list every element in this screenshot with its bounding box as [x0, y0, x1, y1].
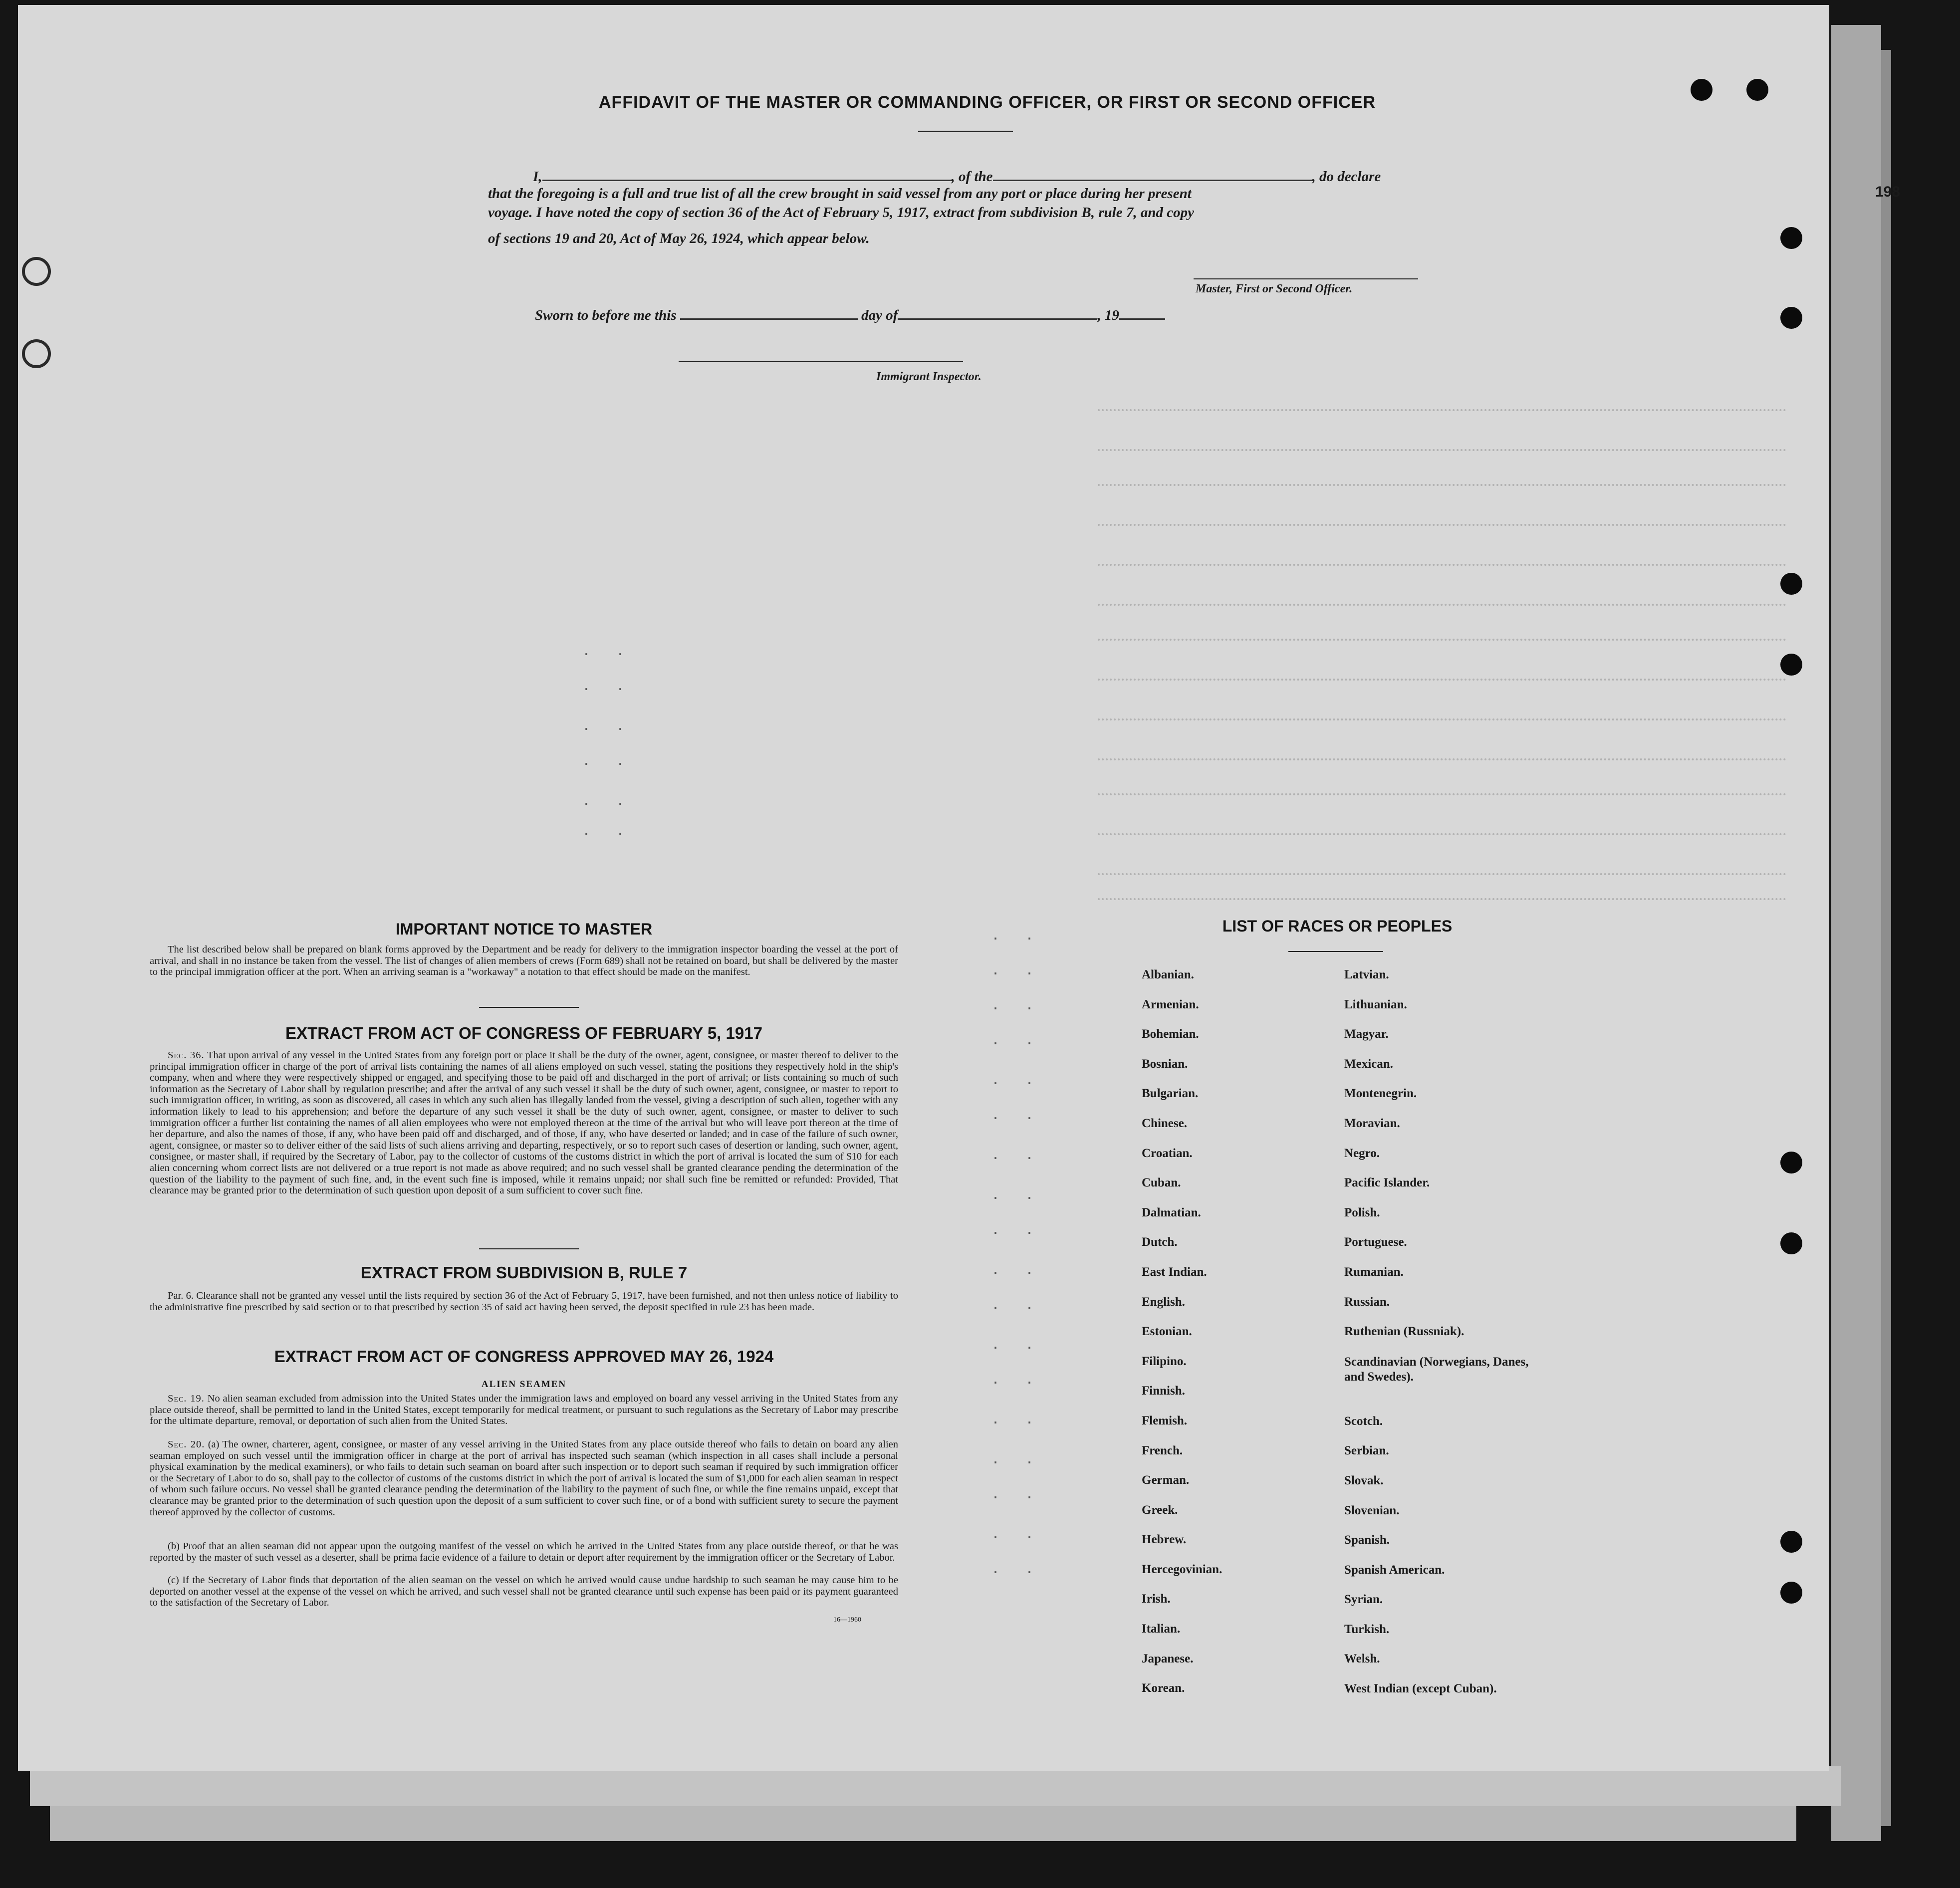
sec19-body — [150, 1393, 898, 1427]
race-item: German. — [1142, 1473, 1190, 1487]
race-item: Bulgarian. — [1142, 1087, 1199, 1101]
race-item: Pacific Islander. — [1344, 1176, 1430, 1190]
race-item: Lithuanian. — [1344, 997, 1407, 1011]
master-signature-label: Master, First or Second Officer. — [1196, 282, 1353, 295]
punch-hole — [1780, 1582, 1802, 1604]
punch-hole — [1780, 227, 1802, 249]
section-divider — [479, 1007, 579, 1008]
race-item: East Indian. — [1142, 1265, 1207, 1279]
race-item: Korean. — [1142, 1681, 1185, 1695]
declaration-line-2: that the foregoing is a full and true list of all the crew brought in said vessel from any port or place during her present — [488, 186, 1192, 202]
sworn-label: Sworn to before me this — [535, 307, 677, 323]
race-item: Bohemian. — [1142, 1027, 1199, 1041]
section-divider — [479, 1248, 579, 1249]
race-item: Japanese. — [1142, 1652, 1194, 1665]
notice-title: IMPORTANT NOTICE TO MASTER — [395, 920, 653, 938]
punch-hole — [1746, 79, 1768, 101]
race-item: Moravian. — [1344, 1116, 1400, 1130]
extract-1917-title: EXTRACT FROM ACT OF CONGRESS OF FEBRUARY 5, 1917 — [285, 1024, 762, 1042]
section-text: That upon arrival of any vessel in the United States from any foreign port or place it shall be the duty of the owner, agent, consignee, or master thereof to deliver to the principal immigration officer in charge of the port of arrival lists containing the names of all aliens employed on such vessel, stating the positions they respectively hold in the ship's company, when and where they were respectively shipped or engaged, and specifying those to be paid off and discharged in the port of arrival; or lists containing so much of such information as the Secretary of Labor shall by regulation prescribe; and after the arrival of any such vessel it shall be the duty of such owner, agent, consignee, or master to report to such immigration officer, in writing, as soon as discovered, all cases in which any such alien has illegally landed from the vessel, giving a description of such alien, together with any information likely to lead to his apprehension; and before the departure of any such vessel it shall be the duty of such owner, agent, consignee, or master to deliver to such immigration officer a further list containing the names of all alien employees who were not employed thereon at the time of the arrival but who will leave port thereon at the time of her departure, and also the names of those, if any, who have been paid off and discharged, and of those, if any, who have deserted or landed; and in case of the failure of such owner, agent, consignee, or master so to deliver either of the said lists of such aliens arriving and departing, respectively, or so to report such cases of desertion or landing, such owner, agent, consignee, or master shall, if required by the Secretary of Labor, pay to the collector of customs of the customs district in which the port of arrival is located the sum of $10 for each alien concerning whom correct lists are not delivered or a true report is not made as above required; and no such vessel shall be granted clearance pending the determination of the question of the liability to the payment of such fine, and, in the event such fine is imposed, while it remains unpaid; nor shall such fine be remitted or refunded: Provided, That clearance may be granted prior to the determination of such question upon deposit of a sum sufficient to cover such fine. — [150, 1050, 898, 1196]
declare-label: , do declare — [1312, 169, 1381, 185]
race-item: Turkish. — [1344, 1622, 1390, 1636]
notice-body: The list described below shall be prepared on blank forms approved by the Department and be ready for delivery to the immigration inspector boarding the vessel at the port of arrival, and shall in no instance be taken from the vessel. The list of changes of alien members of crews (Form 689) shall not be retained on board, but shall be delivered by the master to the principal immigration officer at the port. When an arriving seaman is a "workaway" a notation to that effect should be made on the manifest. — [150, 944, 898, 978]
race-item: Serbian. — [1344, 1444, 1389, 1458]
title-rule — [918, 131, 1013, 132]
race-item: Finnish. — [1142, 1384, 1185, 1398]
race-item: Ruthenian (Russniak). — [1344, 1325, 1465, 1339]
signature-line — [1194, 278, 1418, 279]
races-left-column — [1142, 968, 1222, 1711]
under-sheet — [30, 1766, 1841, 1806]
sec20a-body — [150, 1439, 898, 1518]
punch-hole — [1780, 307, 1802, 329]
race-item: Bosnian. — [1142, 1057, 1188, 1071]
punch-hole — [1691, 79, 1713, 101]
month-blank — [898, 306, 1097, 320]
punch-hole — [1780, 1152, 1802, 1174]
declaration-line-4: of sections 19 and 20, Act of May 26, 1924, which appear below. — [488, 231, 870, 246]
race-item: Negro. — [1344, 1146, 1380, 1160]
affidavit-title: AFFIDAVIT OF THE MASTER OR COMMANDING OFFICER, OR FIRST OR SECOND OFFICER — [599, 93, 1376, 112]
race-item: Estonian. — [1142, 1325, 1192, 1339]
race-item: Hercegovinian. — [1142, 1562, 1223, 1576]
day-blank — [680, 306, 858, 320]
section-label: Sec. 20. — [168, 1439, 205, 1450]
race-item: Syrian. — [1344, 1593, 1383, 1607]
race-item: West Indian (except Cuban). — [1344, 1682, 1497, 1696]
punch-hole — [1780, 1232, 1802, 1254]
race-item: Greek. — [1142, 1503, 1178, 1517]
race-item: Croatian. — [1142, 1146, 1193, 1160]
section-text: No alien seaman excluded from admission into the United States under the immigration laws and employed on board any vessel arriving in the United States from any place outside thereof, shall be permitted to land in the United States, except temporarily for medical treatment, or pursuant to such regulations as the Secretary of Labor may prescribe for the ultimate departure, removal, or deportation of such alien from the United States. — [150, 1393, 899, 1427]
race-item: Filipino. — [1142, 1354, 1187, 1368]
binder-ring — [22, 339, 51, 368]
races-title-rule — [1288, 951, 1383, 952]
race-item: Welsh. — [1344, 1652, 1380, 1666]
race-item: Russian. — [1344, 1295, 1390, 1309]
extract-1924-title: EXTRACT FROM ACT OF CONGRESS APPROVED MAY 26, 1924 — [274, 1347, 774, 1366]
race-item: Spanish. — [1344, 1533, 1390, 1547]
sec20c-body: (c) If the Secretary of Labor finds that deportation of the alien seaman on the vessel on which he arrived would cause undue hardship to such seaman he may cause him to be deported on another vessel at the expense of the vessel on which he arrived, and such vessel shall not be granted clearance until such expense has been paid or its payment guaranteed to the satisfaction of the Secretary of Labor. — [150, 1575, 898, 1609]
of-label: , of the — [951, 169, 993, 185]
race-item: Slovenian. — [1344, 1503, 1400, 1517]
inspector-signature-line — [679, 361, 963, 362]
race-item: Slovak. — [1344, 1473, 1384, 1487]
extract-1917-body — [150, 1050, 898, 1196]
year-label: , 19 — [1097, 307, 1119, 323]
section-label: Sec. 19. — [168, 1393, 205, 1404]
race-item: Cuban. — [1142, 1176, 1181, 1190]
race-item: Chinese. — [1142, 1116, 1187, 1130]
punch-hole — [1780, 573, 1802, 595]
race-item: Spanish American. — [1344, 1563, 1445, 1577]
race-item: Dutch. — [1142, 1235, 1178, 1249]
race-item: Rumanian. — [1344, 1265, 1404, 1279]
race-item: Italian. — [1142, 1622, 1181, 1636]
races-right-column — [1344, 968, 1534, 1712]
race-item: Scotch. — [1344, 1414, 1383, 1428]
alien-seamen-subtitle: ALIEN SEAMEN — [481, 1379, 567, 1390]
sworn-line — [535, 306, 1165, 324]
vessel-blank — [993, 168, 1312, 181]
i-label: I, — [533, 169, 542, 185]
declaration-line-1 — [533, 168, 1451, 185]
extract-rule7-body: Par. 6. Clearance shall not be granted any vessel until the lists required by section 36 of the Act of February 5, 1917, have been furnished, and not then unless notice of liability to the administrative fine prescribed by said section or to that prescribed by section 35 of said act having been served, the deposit specified in rule 23 has been made. — [150, 1290, 898, 1313]
race-item: English. — [1142, 1295, 1185, 1309]
race-item: Albanian. — [1142, 968, 1194, 981]
race-item: French. — [1142, 1443, 1183, 1457]
race-item: Dalmatian. — [1142, 1205, 1201, 1219]
section-label: Sec. 36. — [168, 1050, 205, 1061]
race-item: Montenegrin. — [1344, 1087, 1417, 1101]
binder-ring — [22, 257, 51, 286]
name-blank — [542, 168, 952, 181]
races-title: LIST OF RACES OR PEOPLES — [1222, 917, 1453, 935]
race-item: Latvian. — [1344, 968, 1389, 981]
page-number: 198 — [1875, 184, 1901, 200]
sec20b-body: (b) Proof that an alien seaman did not appear upon the outgoing manifest of the vessel on which he arrived in the United States from any place outside thereof, or that he was reported by the master of such vessel as a deserter, shall be prima facie evidence of a failure to detain or deport after requirement by the immigration officer or the Secretary of Labor. — [150, 1541, 898, 1563]
form-number: 16—1960 — [833, 1616, 861, 1624]
punch-hole — [1780, 654, 1802, 676]
section-text: (a) The owner, charterer, agent, consignee, or master of any vessel arriving in the United States from any place outside thereof who fails to detain on board any alien seaman employed on such vessel until the immigration officer in charge at the port of arrival has inspected such seaman (which inspection in all cases shall include a personal physical examination by the medical examiners), or who fails to detain such seaman on board after such inspection or to deport such seaman if required by such immigration officer or the Secretary of Labor to do so, shall pay to the collector of customs of the customs district in which the port of arrival is located the sum of $1,000 for each alien seaman in respect of whom such failure occurs. No vessel shall be granted clearance pending the determination of the liability to the payment of such fine, or while the fine remains unpaid, except that clearance may be granted prior to the determination of such question upon the deposit of a sum sufficient to cover such fine, or of a bond with sufficient surety to secure the payment thereof approved by the collector of customs. — [150, 1439, 899, 1518]
day-of-label: day of — [861, 307, 898, 323]
year-blank — [1119, 306, 1165, 320]
race-item: Magyar. — [1344, 1027, 1389, 1041]
inspector-label: Immigrant Inspector. — [876, 370, 981, 383]
race-item: Flemish. — [1142, 1414, 1187, 1427]
race-item: Portuguese. — [1344, 1235, 1407, 1249]
race-item: Polish. — [1344, 1205, 1380, 1219]
declaration-line-3: voyage. I have noted the copy of section 36 of the Act of February 5, 1917, extract from subdivision B, rule 7, and copy — [488, 205, 1194, 221]
race-item: Armenian. — [1142, 997, 1199, 1011]
race-item: Irish. — [1142, 1592, 1171, 1606]
extract-rule7-title: EXTRACT FROM SUBDIVISION B, RULE 7 — [360, 1263, 688, 1282]
race-item: Scandinavian (Norwegians, Danes, and Swedes). — [1344, 1355, 1529, 1384]
race-item: Mexican. — [1344, 1057, 1393, 1071]
race-item: Hebrew. — [1142, 1533, 1187, 1547]
punch-hole — [1780, 1531, 1802, 1553]
page-edge — [1831, 25, 1881, 1841]
